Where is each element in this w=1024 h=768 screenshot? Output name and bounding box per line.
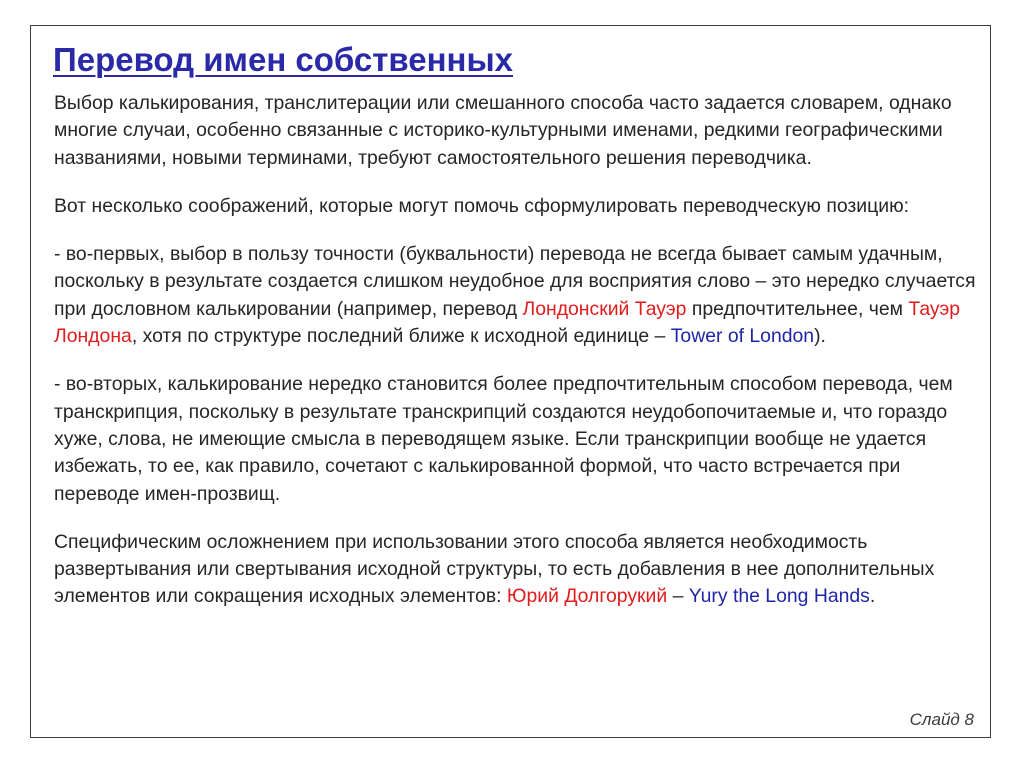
example-tower-of-london-en: Tower of London [670,325,815,348]
first-point-text-b: предпочтительнее, чем [686,297,909,320]
paragraph-complication [54,529,979,611]
complication-text-b: – [667,585,689,608]
example-yury-long-hands-en: Yury the Long Hands [688,585,870,608]
paragraph-considerations: Вот несколько соображений, которые могут помочь сформулировать переводческую позицию: [54,194,910,217]
paragraph-second-point: - во-вторых, калькирование нередко становится более предпочтительным способом перевода, чем транскрипция, поскольку в результате транскрипций создаются неудобопочитаемые и, что гораздо хуже, слова, не имеющие смысла в переводящем языке. Если транскрипции вообще не удается избежать, то ее, как правило, сочетают с калькированной формой, что часто встречается при переводе имен-прозвищ. [54,373,953,505]
paragraph-first-point [54,241,979,350]
first-point-text-d: ). [814,325,826,348]
slide-title: Перевод имен собственных [53,41,514,78]
first-point-text-a: - во-первых, выбор в пользу точности (буквальности) перевода не всегда бывает самым удачным, поскольку в результате создается слишком неудобное для восприятия слово – это нередко случается при дословном калькировании (например, перевод [54,243,976,320]
first-point-text-c: , хотя по структуре последний ближе к исходной единице – [131,325,671,348]
paragraph-intro: Выбор калькирования, транслитерации или смешанного способа часто задается словарем, однако многие случаи, особенно связанные с историко-культурными именами, редкими географическими названиями, новыми терминами, требуют самостоятельного решения переводчика. [54,92,952,169]
slide-body [54,90,979,632]
complication-text-a: Специфическим осложнением при использовании этого способа является необходимость развертывания или свертывания исходной структуры, то есть добавления в нее дополнительных элементов или сокращения исходных элементов: [54,530,935,608]
example-yury-dolgoruky-ru: Юрий Долгорукий [506,585,668,608]
slide-frame [30,25,991,738]
example-london-tower-ru: Лондонский Тауэр [522,297,687,320]
slide-number: Слайд 8 [909,710,974,729]
complication-text-c: . [869,585,876,608]
example-tower-of-london-ru-literal: Тауэр Лондона [54,297,961,348]
